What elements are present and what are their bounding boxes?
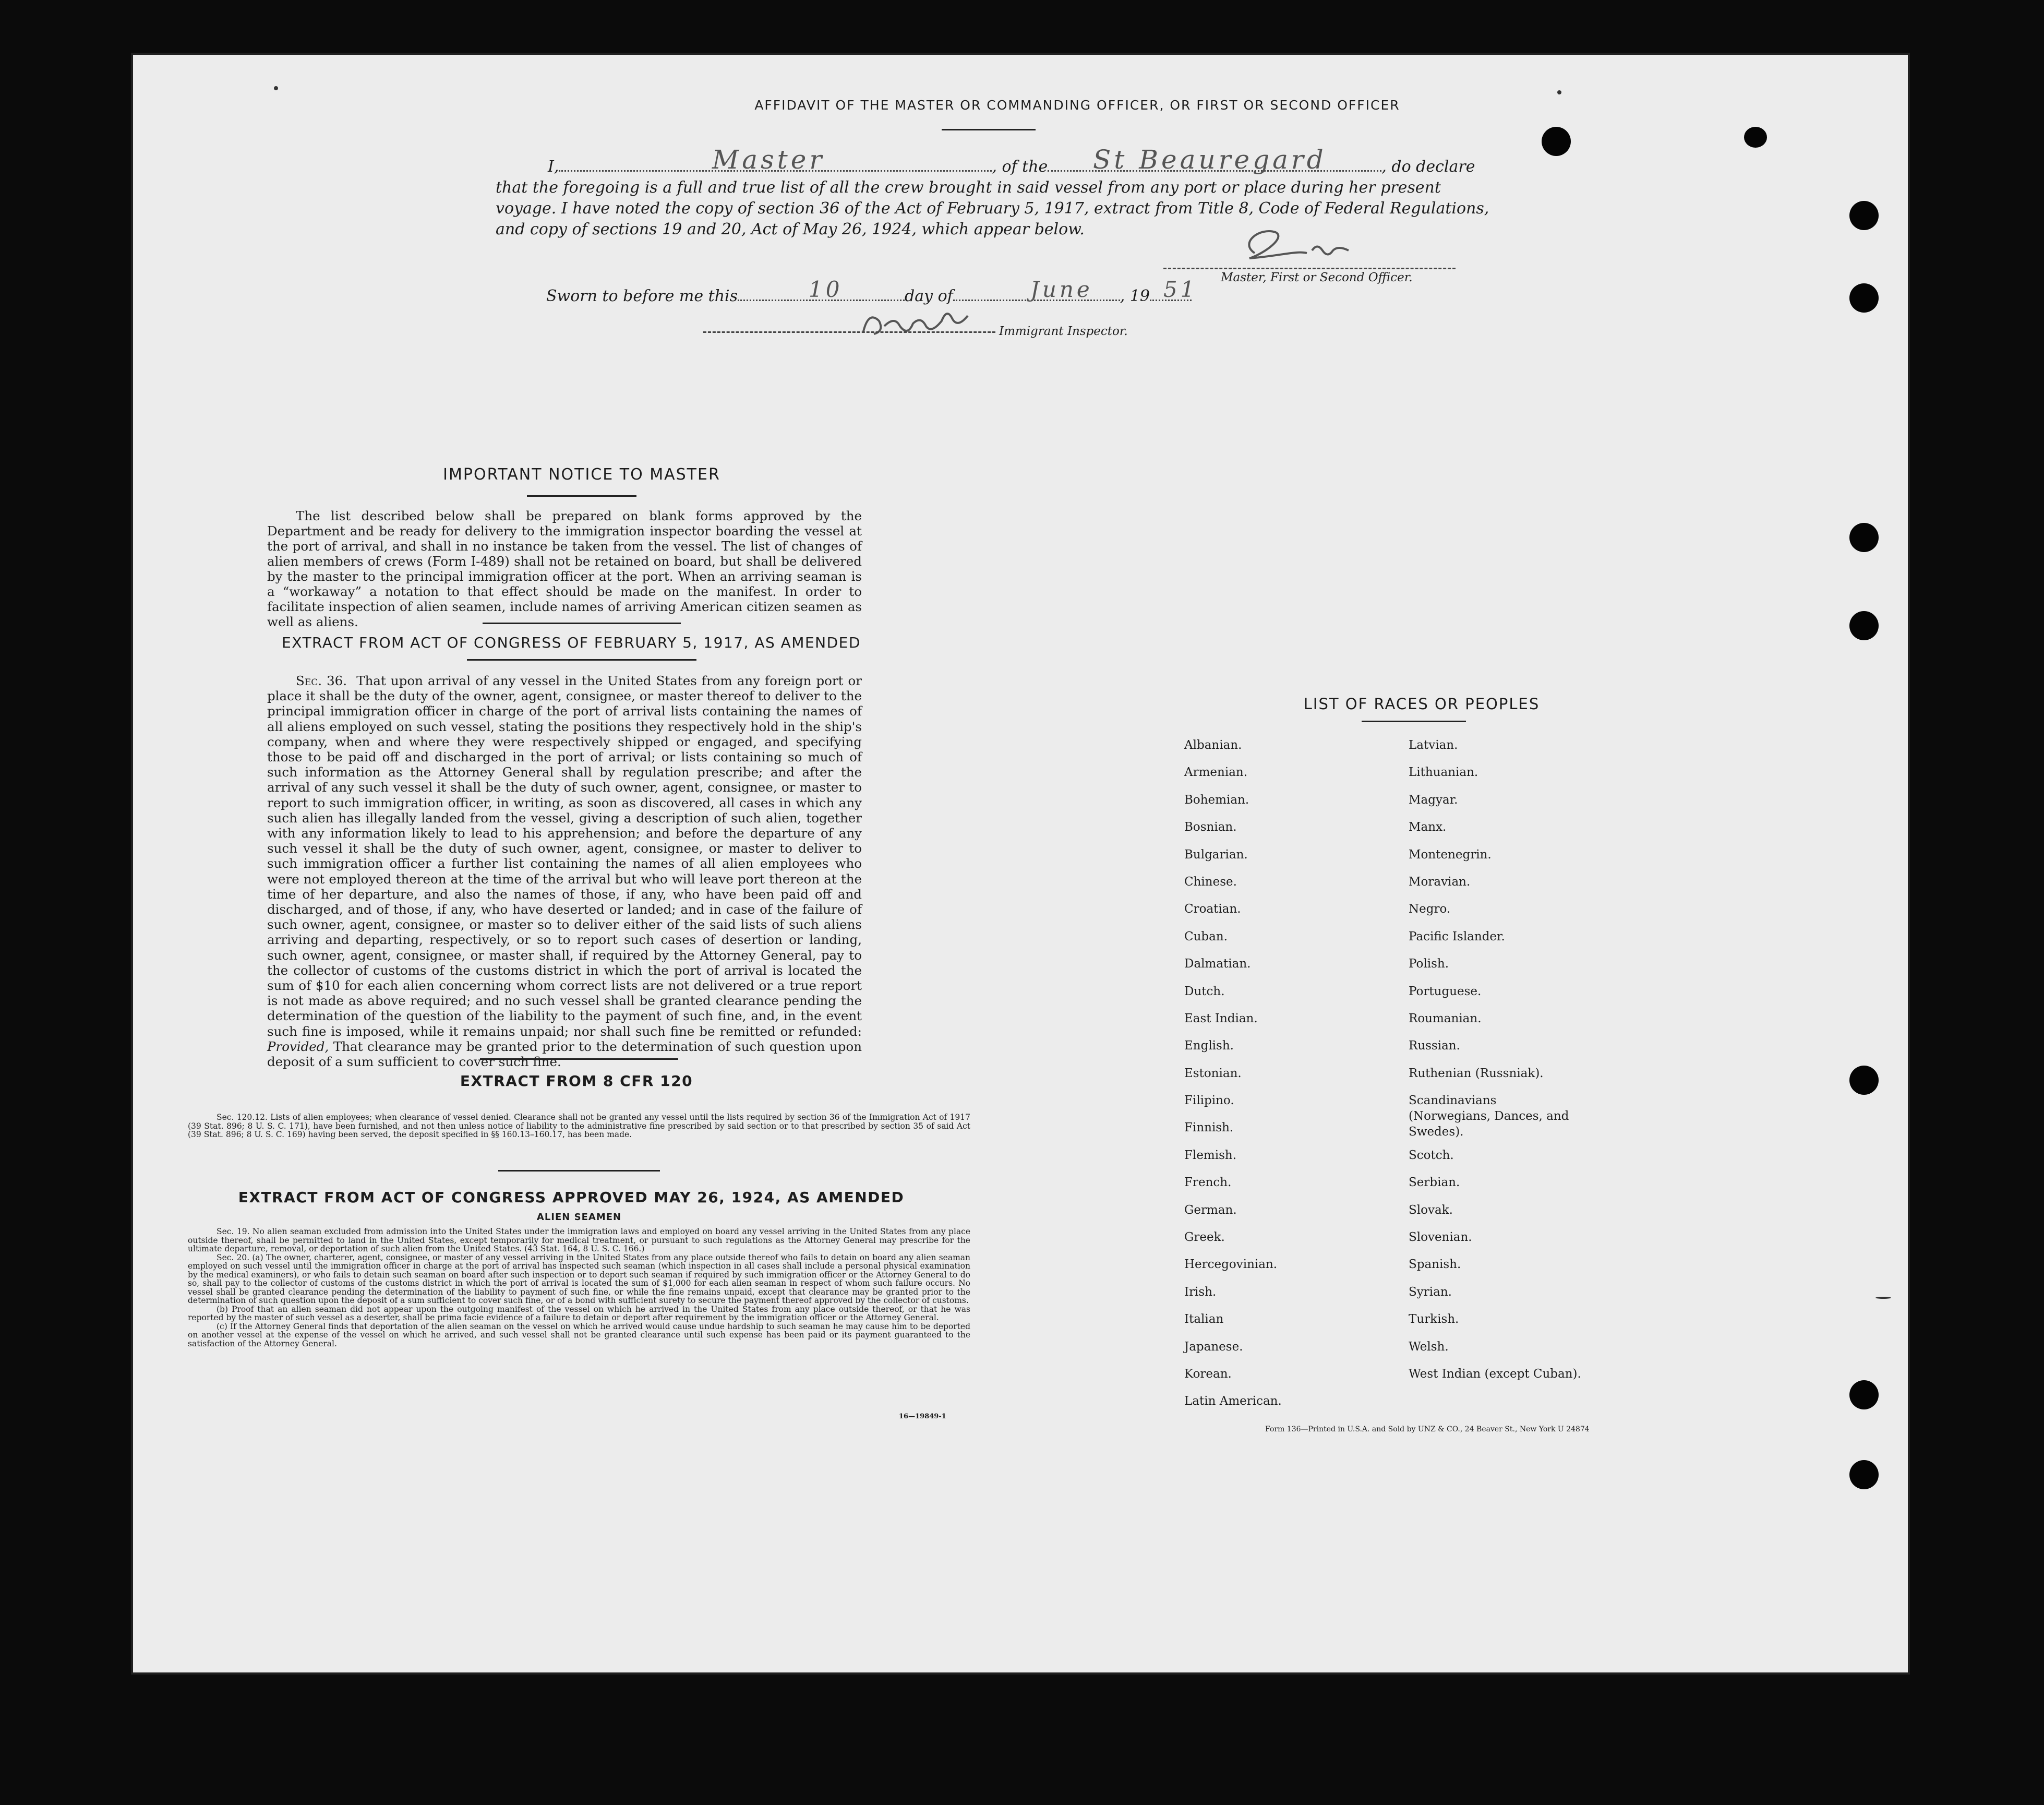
race-item: Filipino. [1184,1094,1234,1108]
race-item: Cuban. [1184,929,1228,943]
race-item: Bulgarian. [1184,847,1248,862]
extract-1917-body [267,673,862,1069]
notice-end-rule [483,623,681,624]
form-code: 16—19849-1 [899,1413,946,1420]
race-item: Slovak. [1409,1203,1453,1217]
punch-hole [1849,201,1879,230]
do-declare-text: , do declare [1381,158,1475,176]
race-item: Finnish. [1184,1121,1234,1135]
race-item: Pacific Islander. [1409,929,1505,943]
punch-hole [1849,523,1879,552]
sworn-text: Sworn to before me this [546,287,738,305]
race-item: Slovenian. [1409,1230,1472,1245]
inspector-label: Immigrant Inspector. [999,325,1128,338]
cfr-top-rule [480,1058,678,1060]
race-item: West Indian (except Cuban). [1409,1367,1581,1381]
race-item: Moravian. [1409,875,1471,889]
race-item: Negro. [1409,902,1451,916]
race-item: Japanese. [1184,1340,1243,1354]
race-item: Welsh. [1409,1340,1449,1354]
punch-hole [1849,611,1879,640]
race-item: Croatian. [1184,902,1241,916]
race-item: Hercegovinian. [1184,1258,1278,1272]
race-item: Serbian. [1409,1176,1460,1190]
race-item: Latvian. [1409,738,1458,752]
proviso-text: That clearance may be granted prior to the determination of such question upon deposit of a sum sufficient to cover such fine. [267,1038,862,1070]
extract-1917-rule [467,659,696,661]
notice-heading: IMPORTANT NOTICE TO MASTER [443,465,720,484]
sec-20b-text: (b) Proof that an alien seaman did not appear upon the outgoing manifest of the vessel on which he arrived in the United States from any place outside thereof, or that he was reported by the master of such vessel as a deserter, shall be prima facie evidence of a failure to detain or deport after requirement by the immigration officer or the Attorney General. [188,1304,970,1322]
notice-rule [527,495,636,497]
cfr-body: Sec. 120.12. Lists of alien employees; when clearance of vessel denied. Clearance shall not be granted any vessel until the lists required by section 36 of the Immigration Act of 1917 (39 Stat. 896; 8 U. S. C. 171), have been furnished, and not then unless notice of liability to the administrative fine prescribed by said section or to that prescribed by section 35 of said Act (39 Stat. 896; 8 U. S. C. 169) having been served, the deposit specified in §§ 160.13–160.17, has been made. [188,1113,970,1139]
race-item: Bohemian. [1184,793,1249,807]
races-heading: LIST OF RACES OR PEOPLES [1303,695,1540,713]
punch-hole [1849,1066,1879,1095]
sec-20a-text: Sec. 20. (a) The owner, charterer, agent, consignee, or master of any vessel arriving in the United States from any place outside thereof who fails to detain on board any alien seaman employed on such vessel until the immigration officer in charge at the port of arrival has inspected such seaman (which inspection in all cases shall include a personal physical examination by the medical examiners), or who fails to detain such seaman on board after such inspection or to deport such seaman if required by such immigration officer or the Attorney General to do so, shall pay to the collector of customs of the customs district in which the port of arrival is located the sum of $1,000 for each alien seaman in respect of whom such failure occurs. No vessel shall be granted clearance pending the determination of the liability to payment of such fine, or while the fine remains unpaid, except that clearance may be granted prior to the determination of such question upon the deposit of a sum sufficient to cover such fine, or of a bond with sufficient surety to secure the payment thereof approved by the collector of customs. [188,1252,970,1305]
affidavit-heading: AFFIDAVIT OF THE MASTER OR COMMANDING OFFICER, OR FIRST OR SECOND OFFICER [754,98,1400,113]
punch-hole [1849,1380,1879,1409]
extract-1924-top-rule [498,1170,660,1172]
year-prefix: , 19 [1120,287,1150,305]
race-item: Irish. [1184,1285,1217,1299]
notice-body: The list described below shall be prepared on blank forms approved by the Department and be ready for delivery to the immigration inspector boarding the vessel at the port of arrival, and shall in no instance be taken from the vessel. The list of changes of alien members of crews (Form I-489) shall not be retained on board, but shall be delivered by the master to the principal immigration officer at the port. When an arriving seaman is a “workaway” a notation to that effect should be made on the manifest. In order to facilitate inspection of alien seamen, include names of arriving American citizen seamen as well as aliens. [267,508,862,629]
race-item: Dalmatian. [1184,957,1251,971]
race-item: Albanian. [1184,738,1242,752]
race-item: Greek. [1184,1230,1225,1245]
race-item: Italian [1184,1312,1224,1326]
race-item: Magyar. [1409,793,1458,807]
day-handwritten: 10 [809,277,843,302]
alien-seamen-subheading: ALIEN SEAMEN [536,1212,622,1223]
affidavit-line-4: and copy of sections 19 and 20, Act of May 26, 1924, which appear below. [496,220,1085,238]
race-item: Polish. [1409,957,1449,971]
master-signature [1218,222,1375,269]
affidavit-pronoun: I, [548,158,559,176]
race-item: German. [1184,1203,1237,1217]
race-item: Spanish. [1409,1258,1461,1272]
race-item: Armenian. [1184,766,1248,780]
race-item: Lithuanian. [1409,766,1478,780]
race-item: Russian. [1409,1039,1460,1053]
affidavit-line-3: voyage. I have noted the copy of section 36 of the Act of February 5, 1917, extract from Title 8, Code of Federal Regulations, [496,199,1489,218]
of-the-text: , of the [992,158,1048,176]
month-handwritten: June [1030,277,1093,302]
punch-hole [1849,1460,1879,1489]
extract-1924-body [188,1227,970,1348]
race-item: Roumanian. [1409,1011,1482,1025]
sec-36-label: Sec. 36. [296,673,347,688]
races-right-column [1409,737,1628,1393]
race-item: Flemish. [1184,1148,1237,1162]
punch-hole [1849,283,1879,313]
signature-line [1163,268,1456,269]
race-item: Ruthenian (Russniak). [1409,1066,1544,1080]
race-item: Turkish. [1409,1312,1459,1326]
extract-1917-heading: EXTRACT FROM ACT OF CONGRESS OF FEBRUARY 5, 1917, AS AMENDED [282,634,861,651]
race-item: Scotch. [1409,1148,1454,1162]
race-item: Estonian. [1184,1066,1242,1080]
race-item: Scandinavians (Norwegians, Dances, and Swedes). [1409,1094,1569,1139]
race-item: Chinese. [1184,875,1237,889]
affidavit-line-2: that the foregoing is a full and true list of all the crew brought in said vessel from any port or place during her present [496,178,1441,197]
day-of-text: day of [905,287,953,305]
race-item: Dutch. [1184,984,1225,998]
sec-20c-text: (c) If the Attorney General finds that deportation of the alien seaman on the vessel on which he arrived would cause undue hardship to such seaman he may cause him to be deported on another vessel at the expense of the vessel on which he arrived, and such vessel shall not be granted clearance until such expense has been paid or its payment guaranteed to the satisfaction of the Attorney General. [188,1321,970,1348]
race-item: Manx. [1409,820,1447,834]
races-left-column [1184,737,1393,1421]
proviso-word: Provided, [267,1038,329,1054]
master-name-handwritten: Master [712,145,825,175]
races-rule [1362,721,1466,722]
document-page [133,55,1908,1672]
punch-hole [1542,127,1571,156]
inspector-signature [853,300,1009,342]
inspector-line [703,331,995,333]
year-handwritten: 51 [1163,277,1198,302]
race-item: Korean. [1184,1367,1232,1381]
signature-label: Master, First or Second Officer. [1221,271,1413,284]
race-item: Syrian. [1409,1285,1452,1299]
race-item: Portuguese. [1409,984,1482,998]
extract-1924-heading: EXTRACT FROM ACT OF CONGRESS APPROVED MAY 26, 1924, AS AMENDED [238,1189,905,1206]
race-item: Bosnian. [1184,820,1237,834]
race-item: English. [1184,1039,1234,1053]
race-item: French. [1184,1176,1232,1190]
cfr-heading: EXTRACT FROM 8 CFR 120 [460,1072,693,1090]
race-item: East Indian. [1184,1011,1258,1025]
punch-hole [1744,127,1767,148]
sec-19-text: Sec. 19. No alien seaman excluded from admission into the United States under the immigration laws and employed on board any vessel arriving in the United States from any place outside thereof, shall be permitted to land in the United States, except temporarily for medical treatment, or pursuant to such regulations as the Attorney General may prescribe for the ultimate departure, removal, or deportation of such alien from the United States. (43 Stat. 164, 8 U. S. C. 166.) [188,1227,970,1253]
heading-rule [942,129,1036,130]
vessel-name-handwritten: St Beauregard [1093,145,1327,175]
race-item: Montenegrin. [1409,847,1492,862]
race-item: Latin American. [1184,1394,1282,1408]
form-footer: Form 136—Printed in U.S.A. and Sold by UNZ & CO., 24 Beaver St., New York U 24874 [1265,1425,1590,1433]
sec-36-text: That upon arrival of any vessel in the United States from any foreign port or place it shall be the duty of the owner, agent, consignee, or master thereof to deliver to the principal immigration officer in charge of the port of arrival lists containing the names of all aliens employed on such vessel, stating the positions they respectively hold in the ship's company, when and where they were respectively shipped or engaged, and specifying those to be paid off and discharged in the port of arrival; or lists containing so much of such information as the Attorney General shall by regulation prescribe; and after the arrival of any such vessel it shall be the duty of such owner, agent, consignee, or master to report to such immigration officer, in writing, as soon as discovered, all cases in which any such alien has illegally landed from the vessel, giving a description of such alien, together with any information likely to lead to his apprehension; and before the departure of any such vessel it shall be the duty of such owner, agent, consignee, or master to deliver to such immigration officer a further list containing the names of all alien employees who were not employed thereon at the time of the arrival but who will leave port thereon at the time of her departure, and also the names of those, if any, who have been paid off and discharged, and of those, if any, who have deserted or landed; and in case of the failure of such owner, agent, consignee, or master so to deliver either of the said lists of such aliens arriving and departing, respectively, or so to report such cases of desertion or landing, such owner, agent, consignee, or master shall, if required by the Attorney General, pay to the collector of customs of the customs district in which the port of arrival is located the sum of $10 for each alien concerning whom correct lists are not delivered or a true report is not made as above required; and no such vessel shall be granted clearance pending the determination of the question of the liability to the payment of such fine, and, in the event such fine is imposed, while it remains unpaid; nor shall such fine be remitted or refunded: [267,673,862,1039]
